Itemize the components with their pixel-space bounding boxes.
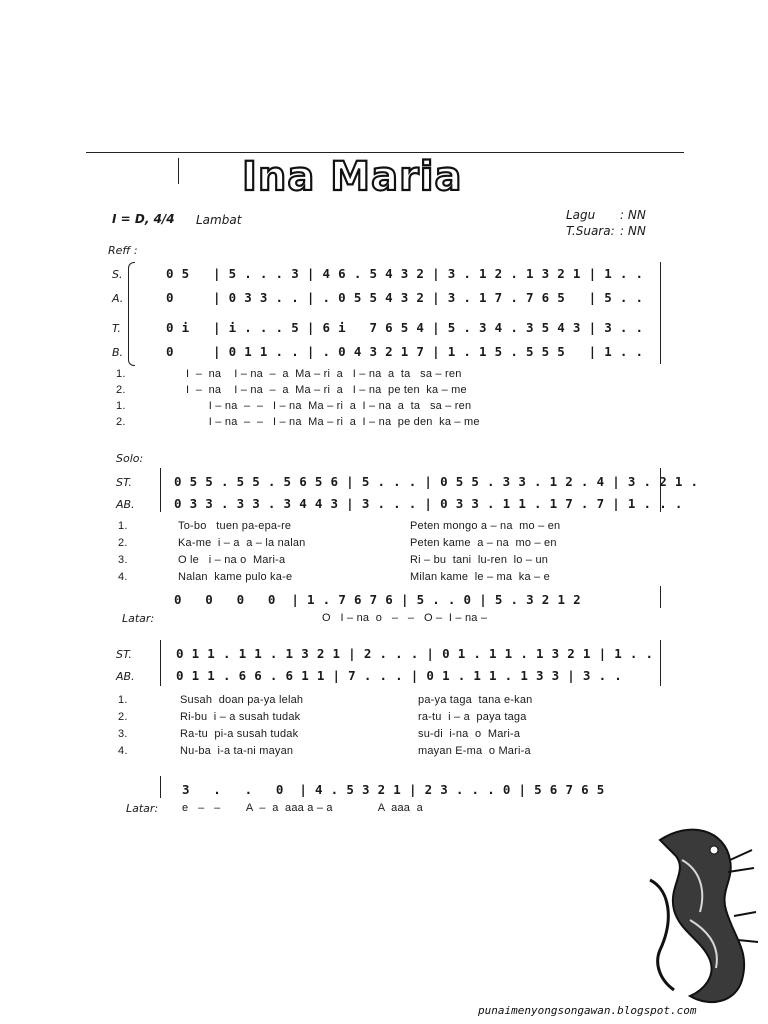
solo1-lyric-num: 1.: [118, 520, 128, 532]
voice-label-tenor: T.: [112, 322, 121, 335]
tempo-marking: Lambat: [196, 213, 242, 227]
solo1-latar-lyrics: O I – na o – – O – I – na –: [322, 612, 488, 624]
reff-lyric-line: I – na I – na – a Ma – ri a I – na pe ten ka – me: [186, 384, 467, 396]
bass-notes: 0 | 0 1 1 . . | . 0 4 3 2 1 7 | 1 . 1 5 . 5 5 5 | 1 . .: [166, 344, 644, 359]
solo2-lyric-right: su-di i-na o Mari-a: [418, 728, 521, 740]
lagu-value: : NN: [620, 208, 646, 222]
solo1-lyric-right: Peten mongo a – na mo – en: [410, 520, 561, 532]
solo2-lyric-left: Nu-ba i-a ta-ni mayan: [180, 745, 294, 757]
solo2-lyric-right: mayan E-ma o Mari-a: [418, 745, 531, 757]
tsuara-value: : NN: [620, 224, 646, 238]
voice-label-st: ST.: [116, 476, 132, 489]
st-notes: 0 1 1 . 1 1 . 1 3 2 1 | 2 . . . | 0 1 . 1 1 . 1 3 2 1 | 1 . .: [176, 646, 654, 661]
song-title: [238, 150, 508, 200]
solo1-lyric-num: 3.: [118, 554, 128, 566]
ab-notes: 0 1 1 . 6 6 . 6 1 1 | 7 . . . | 0 1 . 1 1 . 1 3 3 | 3 . .: [176, 668, 623, 683]
solo2-lyric-num: 1.: [118, 694, 128, 706]
solo1-lyric-left: O le i – na o Mari-a: [178, 554, 286, 566]
solo2-start-bar: [160, 640, 161, 686]
solo2-latar-start-bar: [160, 776, 161, 798]
solo2-lyric-left: Susah doan pa-ya lelah: [180, 694, 304, 706]
solo1-lyric-right: Ri – bu tani lu-ren lo – un: [410, 554, 549, 566]
solo1-lyric-left: Ka-me i – a a – la nalan: [178, 537, 306, 549]
solo2-lyric-num: 2.: [118, 711, 128, 723]
latar-label: Latar:: [122, 612, 155, 625]
solo1-lyric-num: 2.: [118, 537, 128, 549]
solo1-latar-bar: [660, 586, 661, 608]
reff-label: Reff :: [108, 244, 138, 257]
reff-lyric-num: 1.: [116, 400, 126, 412]
reff-lyric-num: 2.: [116, 384, 126, 396]
voice-label-ab: AB.: [116, 498, 135, 511]
reff-lyric-line: I – na I – na – a Ma – ri a I – na a ta sa – ren: [186, 368, 462, 380]
alto-notes: 0 | 0 3 3 . . | . 0 5 5 4 3 2 | 3 . 1 7 . 7 6 5 | 5 . .: [166, 290, 644, 305]
reff-lyric-line: I – na – – I – na Ma – ri a I – na a ta sa – ren: [186, 400, 472, 412]
solo2-lyric-right: pa-ya taga tana e-kan: [418, 694, 533, 706]
top-rule-tick: [178, 158, 179, 184]
reff-system-brace: [128, 262, 135, 366]
tenor-notes: 0 i | i . . . 5 | 6 i 7 6 5 4 | 5 . 3 4 . 3 5 4 3 | 3 . .: [166, 320, 644, 335]
reff-lyric-num: 1.: [116, 368, 126, 380]
solo2-latar-lyrics: e – – A – a aaa a – a A aaa a: [182, 802, 423, 814]
solo2-lyric-num: 3.: [118, 728, 128, 740]
st-notes: 0 5 5 . 5 5 . 5 6 5 6 | 5 . . . | 0 5 5 . 3 3 . 1 2 . 4 | 3 . 2 1 .: [174, 474, 699, 489]
voice-label-ab: AB.: [116, 670, 135, 683]
solo1-lyric-right: Milan kame le – ma ka – e: [410, 571, 550, 583]
voice-label-st: ST.: [116, 648, 132, 661]
solo2-lyric-left: Ra-tu pi-a susah tudak: [180, 728, 299, 740]
solo1-start-bar: [160, 468, 161, 512]
song-title-text: Ina Maria: [242, 154, 463, 200]
voice-label-bass: B.: [112, 346, 124, 359]
reff-lyric-line: I – na – – I – na Ma – ri a I – na pe den ka – me: [186, 416, 480, 428]
solo1-lyric-left: Nalan kame pulo ka-e: [178, 571, 293, 583]
reff-end-bar: [660, 262, 661, 364]
tsuara-label: T.Suara:: [566, 224, 615, 238]
latar-label: Latar:: [126, 802, 159, 815]
solo2-lyric-num: 4.: [118, 745, 128, 757]
solo2-lyric-right: ra-tu i – a paya taga: [418, 711, 527, 723]
reff-lyric-num: 2.: [116, 416, 126, 428]
source-credit: punaimenyongsongawan.blogspot.com: [478, 1004, 697, 1017]
solo2-latar-notes: 3 . . 0 | 4 . 5 3 2 1 | 2 3 . . . 0 | 5 6 7 6 5: [182, 782, 605, 797]
solo1-lyric-right: Peten kame a – na mo – en: [410, 537, 557, 549]
ab-notes: 0 3 3 . 3 3 . 3 4 4 3 | 3 . . . | 0 3 3 . 1 1 . 1 7 . 7 | 1 . . .: [174, 496, 683, 511]
solo1-lyric-left: To-bo tuen pa-epa-re: [178, 520, 292, 532]
decorative-ornament: [630, 820, 760, 1010]
soprano-notes: 0 5 | 5 . . . 3 | 4 6 . 5 4 3 2 | 3 . 1 2 . 1 3 2 1 | 1 . .: [166, 266, 644, 281]
key-signature: I = D, 4/4: [112, 212, 175, 226]
voice-label-alto: A.: [112, 292, 124, 305]
voice-label-soprano: S.: [112, 268, 123, 281]
lagu-label: Lagu: [566, 208, 596, 222]
solo1-latar-notes: 0 0 0 0 | 1 . 7 6 7 6 | 5 . . 0 | 5 . 3 2 1 2: [174, 592, 581, 607]
solo1-lyric-num: 4.: [118, 571, 128, 583]
solo-label: Solo:: [116, 452, 144, 465]
solo2-end-bar: [660, 640, 661, 686]
solo2-lyric-left: Ri-bu i – a susah tudak: [180, 711, 301, 723]
